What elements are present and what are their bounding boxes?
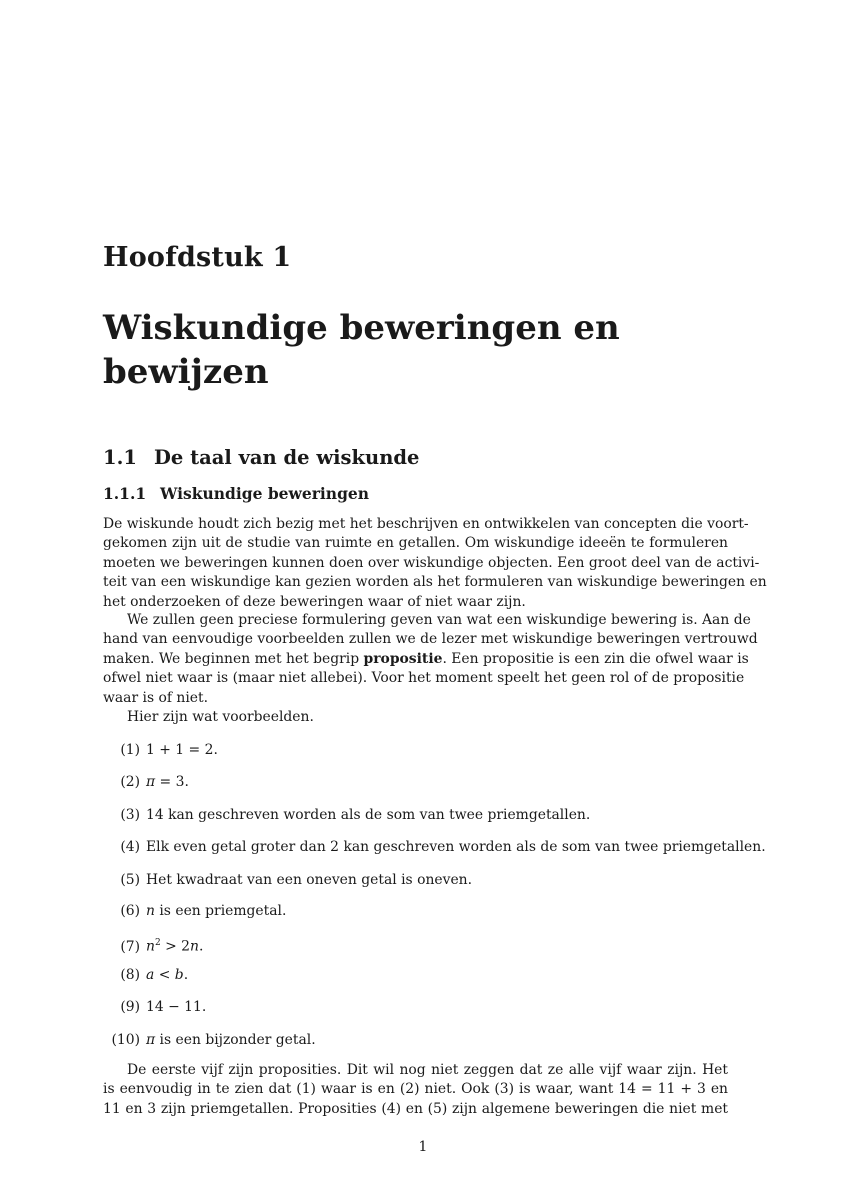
paragraph-3: Hier zijn wat voorbeelden. [127, 709, 314, 725]
example-item [103, 965, 188, 985]
example-text: < [154, 967, 175, 983]
section-heading [103, 446, 419, 469]
section-number: 1.1 [103, 446, 137, 469]
example-text: . [183, 967, 189, 983]
paragraph-2-text: maken. We beginnen met het begrip [103, 650, 364, 667]
math-symbol: n [146, 938, 155, 955]
paragraph-1 [103, 515, 767, 612]
example-label: (7) [120, 938, 140, 955]
paragraph-1-line: De wiskunde houdt zich bezig met het beschrijven en ontwikkelen van concepten die voort- [103, 516, 749, 532]
paragraph-1-line: teit van een wiskundige kan gezien worden als het formuleren van wiskundige beweringen en [103, 574, 767, 591]
paragraph-2-line: waar is of niet. [103, 689, 209, 706]
example-text: = 3. [155, 774, 189, 790]
example-item [103, 997, 206, 1017]
example-text: is een bijzonder getal. [155, 1032, 316, 1048]
example-item [103, 933, 203, 957]
paragraph-4 [103, 1061, 728, 1119]
subsection-number: 1.1.1 [103, 484, 147, 503]
math-symbol: n [190, 938, 199, 955]
section-title: De taal van de wiskunde [154, 446, 420, 469]
example-text: > 2 [160, 938, 190, 955]
example-text: 14 − 11. [146, 999, 207, 1015]
example-label: (5) [120, 872, 140, 888]
chapter-label: Hoofdstuk 1 [103, 242, 292, 273]
paragraph-2 [103, 611, 758, 708]
math-symbol: π [146, 1032, 156, 1048]
example-item [103, 1030, 316, 1050]
example-item [103, 740, 218, 760]
paragraph-4-line: 11 en 3 zijn priemgetallen. Proposities (4) en (5) zijn algemene beweringen die niet met [103, 1100, 728, 1117]
term-propositie: propositie [363, 650, 443, 667]
paragraph-2-line: ofwel niet waar is (maar niet allebei). Voor het moment speelt het geen rol of de propositie [103, 670, 745, 687]
example-text: . [198, 938, 204, 955]
example-text: 14 kan geschreven worden als de som van twee priemgetallen. [146, 807, 591, 823]
paragraph-2-line: We zullen geen preciese formulering geven van wat een wiskundige bewering is. Aan de [127, 612, 751, 628]
paragraph-2-text: . Een propositie is een zin die ofwel waar is [442, 650, 749, 667]
math-symbol: n [146, 903, 155, 919]
example-item [103, 901, 286, 921]
example-label: (4) [120, 839, 140, 855]
example-label: (6) [120, 903, 140, 919]
subsection-heading [103, 484, 369, 503]
chapter-title-line-1: Wiskundige beweringen en [103, 308, 620, 348]
example-text: Elk even getal groter dan 2 kan geschreven worden als de som van twee priemgetallen. [146, 839, 766, 855]
example-label: (1) [120, 742, 140, 758]
example-item [103, 837, 766, 857]
math-symbol: b [174, 967, 184, 983]
paragraph-1-line: gekomen zijn uit de studie van ruimte en getallen. Om wiskundige ideeën te formuleren [103, 535, 728, 552]
subsection-title: Wiskundige beweringen [160, 484, 370, 503]
example-text: 1 + 1 = 2. [146, 742, 218, 758]
paragraph-1-line: het onderzoeken of deze beweringen waar of niet waar zijn. [103, 593, 526, 610]
math-symbol: a [146, 967, 155, 983]
paragraph-2-line [103, 650, 749, 669]
example-text: Het kwadraat van een oneven getal is oneven. [146, 872, 473, 888]
example-label: (9) [120, 999, 140, 1015]
example-text: is een priemgetal. [154, 903, 287, 919]
paragraph-1-line: moeten we beweringen kunnen doen over wiskundige objecten. Een groot deel van de activi- [103, 554, 760, 571]
example-label: (3) [120, 807, 140, 823]
page-number: 1 [418, 1139, 428, 1155]
example-label: (2) [120, 774, 140, 790]
chapter-title-line-2: bewijzen [103, 352, 269, 392]
paragraph-4-line: is eenvoudig in te zien dat (1) waar is en (2) niet. Ook (3) is waar, want 14 = 11 + 3 en [103, 1081, 728, 1098]
example-item [103, 772, 189, 792]
chapter-title [103, 306, 743, 394]
example-item [103, 870, 472, 890]
example-item [103, 805, 590, 825]
paragraph-2-line: hand van eenvoudige voorbeelden zullen we de lezer met wiskundige beweringen vertrouwd [103, 631, 758, 648]
math-symbol: π [146, 774, 156, 790]
example-label: (10) [111, 1032, 140, 1048]
paragraph-4-line: De eerste vijf zijn proposities. Dit wil nog niet zeggen dat ze alle vijf waar zijn. Het [127, 1062, 728, 1078]
example-label: (8) [120, 967, 140, 983]
math-exponent: 2 [154, 938, 161, 948]
